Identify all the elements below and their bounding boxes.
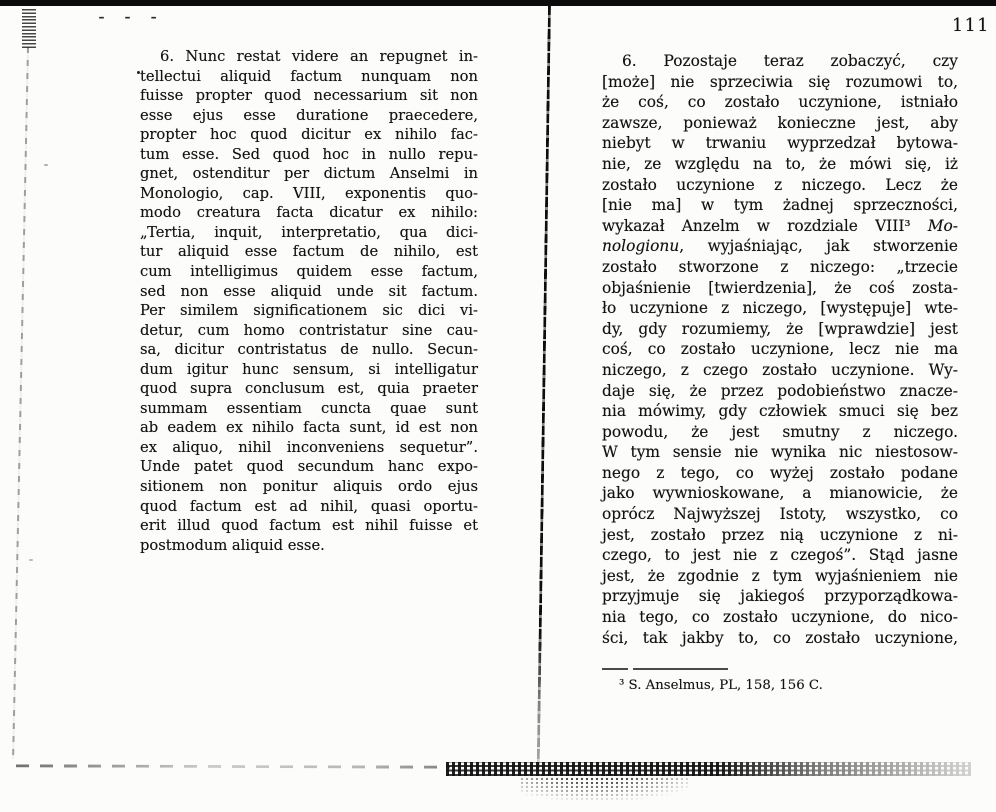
text-line: 6. Nunc restat videre an repugnet in- (160, 48, 478, 65)
text-line: tum esse. Sed quod hoc in nullo repu- (140, 145, 478, 163)
text-line: fuisse propter quod necessarium sit non (140, 87, 478, 105)
text-line: Unde patet quod secundum hanc expo- (140, 458, 478, 476)
footnote-text: ³ S. Anselmus, PL, 158, 156 C. (619, 678, 823, 693)
pen-mark-dashes: - - - (97, 10, 163, 24)
scan-left-edge-hatch (22, 9, 36, 49)
text-line: przyjmuje się jakiegoś przyporządkowa- (602, 587, 958, 606)
text-line: ści, tak jakby to, co zostało uczynione, (602, 628, 958, 647)
text-line: ab eadem ex nihilo facta sunt, id est non (140, 419, 478, 437)
italic-text-segment: Mo- (927, 216, 958, 235)
text-line: zawsze, ponieważ konieczne jest, aby (602, 113, 958, 132)
scan-bottom-speckle (520, 773, 690, 811)
text-line: esse ejus esse duratione praecedere, (140, 106, 478, 124)
text-line: detur, cum homo contristatur sine cau- (140, 321, 478, 339)
text-line: zostało stworzone z niczego: „trzecie (602, 257, 958, 276)
text-line: oprócz Najwyższej Istoty, wszystko, co (602, 505, 958, 524)
text-line: tur aliquid esse factum de nihilo, est (140, 243, 478, 261)
scan-top-edge-bar (0, 0, 996, 6)
text-line: nie, ze względu na to, że mówi się, iż (602, 154, 958, 173)
text-line: nia mówimy, gdy człowiek smuci się bez (602, 402, 958, 421)
text-line: zostało uczynione z niczego. Lecz że (602, 175, 958, 194)
text-segment: , wyjaśniając, jak stworzenie (679, 237, 958, 256)
text-line: tellectui aliquid factum nunquam non (140, 67, 478, 85)
text-line: niebyt w trwaniu wyprzedzał bytowa- (602, 134, 958, 153)
text-line: summam essentiam cuncta quae sunt (140, 399, 478, 417)
text-line: W tym sensie nie wynika nic niestosow- (602, 443, 958, 462)
text-line: sitionem non ponitur aliquis ordo ejus (140, 478, 478, 496)
italic-text-segment: nologionu (602, 237, 680, 256)
text-line: ło uczynione z niczego, [występuje] wte- (602, 299, 958, 318)
left-page-text-block (140, 47, 478, 555)
text-line: że coś, co zostało uczynione, istniało (602, 93, 958, 112)
text-line (602, 236, 958, 257)
text-line: Per similem significationem sic dici vi- (140, 302, 478, 320)
text-line: quod supra conclusum est, quia praeter (140, 380, 478, 398)
text-line: coś, co zostało uczynione, lecz nie ma (602, 340, 958, 359)
text-line: jest, że zgodnie z tym wyjaśnieniem nie (602, 566, 958, 585)
text-line: powodu, że jest smutny z niczego. (602, 422, 958, 441)
text-line: niczego, z czego zostało uczynione. Wy- (602, 360, 958, 379)
right-page-text-block (602, 51, 958, 648)
scan-speck (29, 559, 33, 561)
text-line: modo creatura facta dicatur ex nihilo: (140, 204, 478, 222)
text-line: 6. Pozostaje teraz zobaczyć, czy (622, 52, 958, 70)
text-line: „Tertia, inquit, interpretatio, qua dici- (140, 223, 478, 241)
text-line: propter hoc quod dicitur ex nihilo fac- (140, 126, 478, 144)
footnote-rule (602, 668, 728, 670)
text-line: dy, gdy rozumiemy, że [wprawdzie] jest (602, 319, 958, 338)
text-line: nego z tego, co wyżej zostało podane (602, 463, 958, 482)
text-line: erit illud quod factum est nihil fuisse et (140, 517, 478, 535)
text-line: sa, dicitur contristatus de nullo. Secun- (140, 341, 478, 359)
text-line: nia tego, co zostało uczynione, do nico- (602, 608, 958, 627)
text-line: Monologio, cap. VIII, exponentis quo- (140, 184, 478, 202)
text-line: [może] nie sprzeciwia się rozumowi to, (602, 72, 958, 91)
page-number: 111 (952, 16, 990, 36)
text-line (602, 216, 958, 237)
text-line: quod factum est ad nihil, quasi oportu- (140, 497, 478, 515)
text-line: czego, to jest nie z czegoś”. Stąd jasne (602, 546, 958, 565)
text-segment: wykazał Anzelm w rozdziale VIII³ (602, 216, 928, 235)
scan-left-page-edge-line (12, 47, 29, 759)
text-line: dum igitur hunc sensum, si intelligatur (140, 360, 478, 378)
text-line: [nie ma] w tym żadnej sprzeczności, (602, 196, 958, 215)
text-line: jest, zostało przez nią uczynione z ni- (602, 525, 958, 544)
book-gutter-shadow (537, 5, 551, 768)
text-line: sed non esse aliquid unde sit factum. (140, 282, 478, 300)
text-line: daje się, że przez podobieństwo znacze- (602, 381, 958, 400)
scan-bottom-edge-left (16, 764, 450, 768)
text-line: gnet, ostenditur per dictum Anselmi in (140, 165, 478, 183)
text-line: postmodum aliquid esse. (140, 536, 325, 554)
scan-speck (44, 164, 48, 166)
text-line: objaśnienie [twierdzenia], że coś zosta- (602, 278, 958, 297)
text-line: ex aliquo, nihil inconveniens sequetur”. (140, 438, 478, 456)
text-line: cum intelligimus quidem esse factum, (140, 263, 478, 281)
text-line: jako wywnioskowane, a mianowicie, że (602, 484, 958, 503)
